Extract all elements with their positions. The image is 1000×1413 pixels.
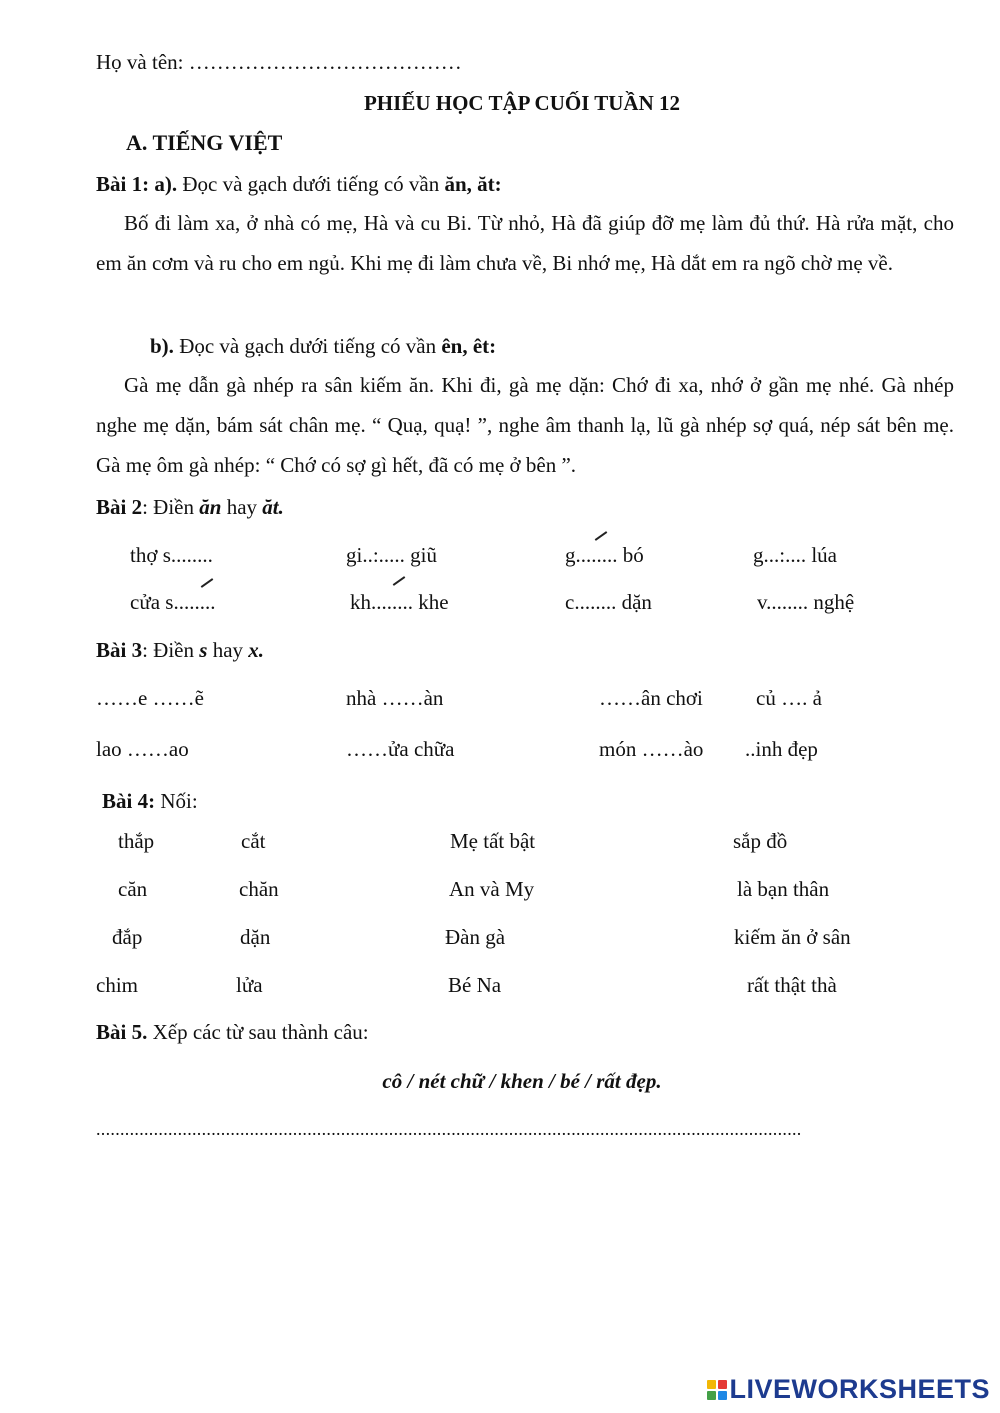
bai2-blank[interactable]: c........ dặn <box>565 590 652 614</box>
bai4-heading <box>102 791 198 812</box>
bai2-blank[interactable]: cửa s........ <box>130 590 216 614</box>
bai1a-vowels: ăn, ăt: <box>444 172 502 196</box>
match-word[interactable]: đắp <box>112 925 143 949</box>
bai3-instruction: : Điền <box>142 638 200 662</box>
bai3-blank[interactable]: ……ửa chữa <box>346 737 455 761</box>
answer-line[interactable]: ................................................................................................................................................... <box>96 1120 802 1138</box>
match-phrase[interactable]: Bé Na <box>448 973 502 997</box>
bai4-label: Bài 4: <box>102 789 156 813</box>
bai2-blank[interactable]: v........ nghệ <box>757 590 855 614</box>
bai1a-instruction: Đọc và gạch dưới tiếng có vần <box>177 172 445 196</box>
match-word[interactable]: lửa <box>236 973 263 997</box>
match-phrase[interactable]: Đàn gà <box>445 925 506 949</box>
match-word[interactable]: cắt <box>241 829 266 853</box>
bai3-blank[interactable]: ..inh đẹp <box>745 737 818 761</box>
bai3-option-2: x. <box>248 638 265 662</box>
liveworksheets-logo <box>707 1374 990 1405</box>
bai3-blank[interactable]: ……e ……ẽ <box>96 686 204 710</box>
bai3-mid: hay <box>207 638 249 662</box>
match-phrase[interactable]: Mẹ tất bật <box>450 829 536 853</box>
match-phrase[interactable]: sắp đồ <box>733 829 788 853</box>
bai3-heading <box>96 640 264 661</box>
bai3-blank[interactable]: ……ân chơi <box>599 686 703 710</box>
match-phrase[interactable]: An và My <box>449 877 535 901</box>
match-phrase[interactable]: rất thật thà <box>747 973 837 997</box>
bai2-option-2: ăt. <box>262 495 284 519</box>
bai1a-heading <box>96 174 502 195</box>
bai1b-instruction: Đọc và gạch dưới tiếng có vần <box>173 334 442 358</box>
bai3-blank[interactable]: nhà ……àn <box>346 686 444 710</box>
bai3-label: Bài 3 <box>96 638 143 662</box>
bai2-mid: hay <box>221 495 263 519</box>
accent-mark <box>595 531 608 541</box>
match-phrase[interactable]: kiếm ăn ở sân <box>734 925 851 949</box>
bai2-blank[interactable]: g........ bó <box>565 543 644 567</box>
accent-mark <box>393 576 406 586</box>
bai1b-passage: Gà mẹ dẫn gà nhép ra sân kiếm ăn. Khi đi, gà mẹ dặn: Chớ đi xa, nhớ ở gần mẹ nhé. Gà nhép nghe mẹ dặn, bám sát chân mẹ. “ Quạ, quạ! ”, nghe âm thanh lạ, lũ gà nhép sợ quá, nép sát bên mẹ. Gà mẹ ôm gà nhép: “ Chớ có sợ gì hết, đã có mẹ ở bên ”. <box>96 373 954 477</box>
bai1b-heading <box>150 336 496 357</box>
bai1a-passage: Bố đi làm xa, ở nhà có mẹ, Hà và cu Bi. Từ nhỏ, Hà đã giúp đỡ mẹ làm đủ thứ. Hà rửa mặt, cho em ăn cơm và ru cho em ngủ. Khi mẹ đi làm chưa về, Bi nhớ mẹ, Hà dắt em ra ngõ chờ mẹ về. <box>96 211 954 275</box>
match-phrase[interactable]: là bạn thân <box>737 877 830 901</box>
bai3-option-1: s <box>199 638 208 662</box>
bai3-blank[interactable]: lao ……ao <box>96 737 189 761</box>
bai3-blank[interactable]: củ …. ả <box>756 686 822 710</box>
bai1-label: Bài 1: a). <box>96 172 178 196</box>
bai5-instruction: Xếp các từ sau thành câu: <box>147 1020 369 1044</box>
section-heading: A. TIẾNG VIỆT <box>126 130 283 155</box>
bai2-instruction: : Điền <box>142 495 200 519</box>
match-word[interactable]: chăn <box>239 877 279 901</box>
bai2-heading <box>96 497 284 518</box>
bai5-heading <box>96 1022 369 1043</box>
match-word[interactable]: căn <box>118 877 148 901</box>
bai3-blank[interactable]: món ……ào <box>599 737 704 761</box>
match-word[interactable]: chim <box>96 973 138 997</box>
bai1b-label: b). <box>150 334 174 358</box>
bai1b-vowels: ên, êt: <box>441 334 497 358</box>
logo-icon <box>707 1380 727 1400</box>
match-word[interactable]: thắp <box>118 829 155 853</box>
bai2-label: Bài 2 <box>96 495 143 519</box>
bai4-instruction: Nối: <box>155 789 198 813</box>
student-name-field: Họ và tên: ………………………………… <box>96 50 462 74</box>
bai5-word-list: cô / nét chữ / khen / bé / rất đẹp. <box>382 1069 662 1093</box>
worksheet-title: PHIẾU HỌC TẬP CUỐI TUẦN 12 <box>363 91 680 115</box>
bai2-blank[interactable]: gi..:..... giũ <box>346 543 438 567</box>
bai2-option-1: ăn <box>199 495 222 519</box>
logo-text: LIVEWORKSHEETS <box>729 1374 990 1404</box>
match-word[interactable]: dặn <box>240 925 271 949</box>
bai5-label: Bài 5. <box>96 1020 148 1044</box>
bai2-blank[interactable]: thợ s........ <box>130 543 213 567</box>
bai2-blank[interactable]: g...:.... lúa <box>753 543 837 567</box>
accent-mark <box>201 578 214 588</box>
bai2-blank[interactable]: kh........ khe <box>350 590 449 614</box>
